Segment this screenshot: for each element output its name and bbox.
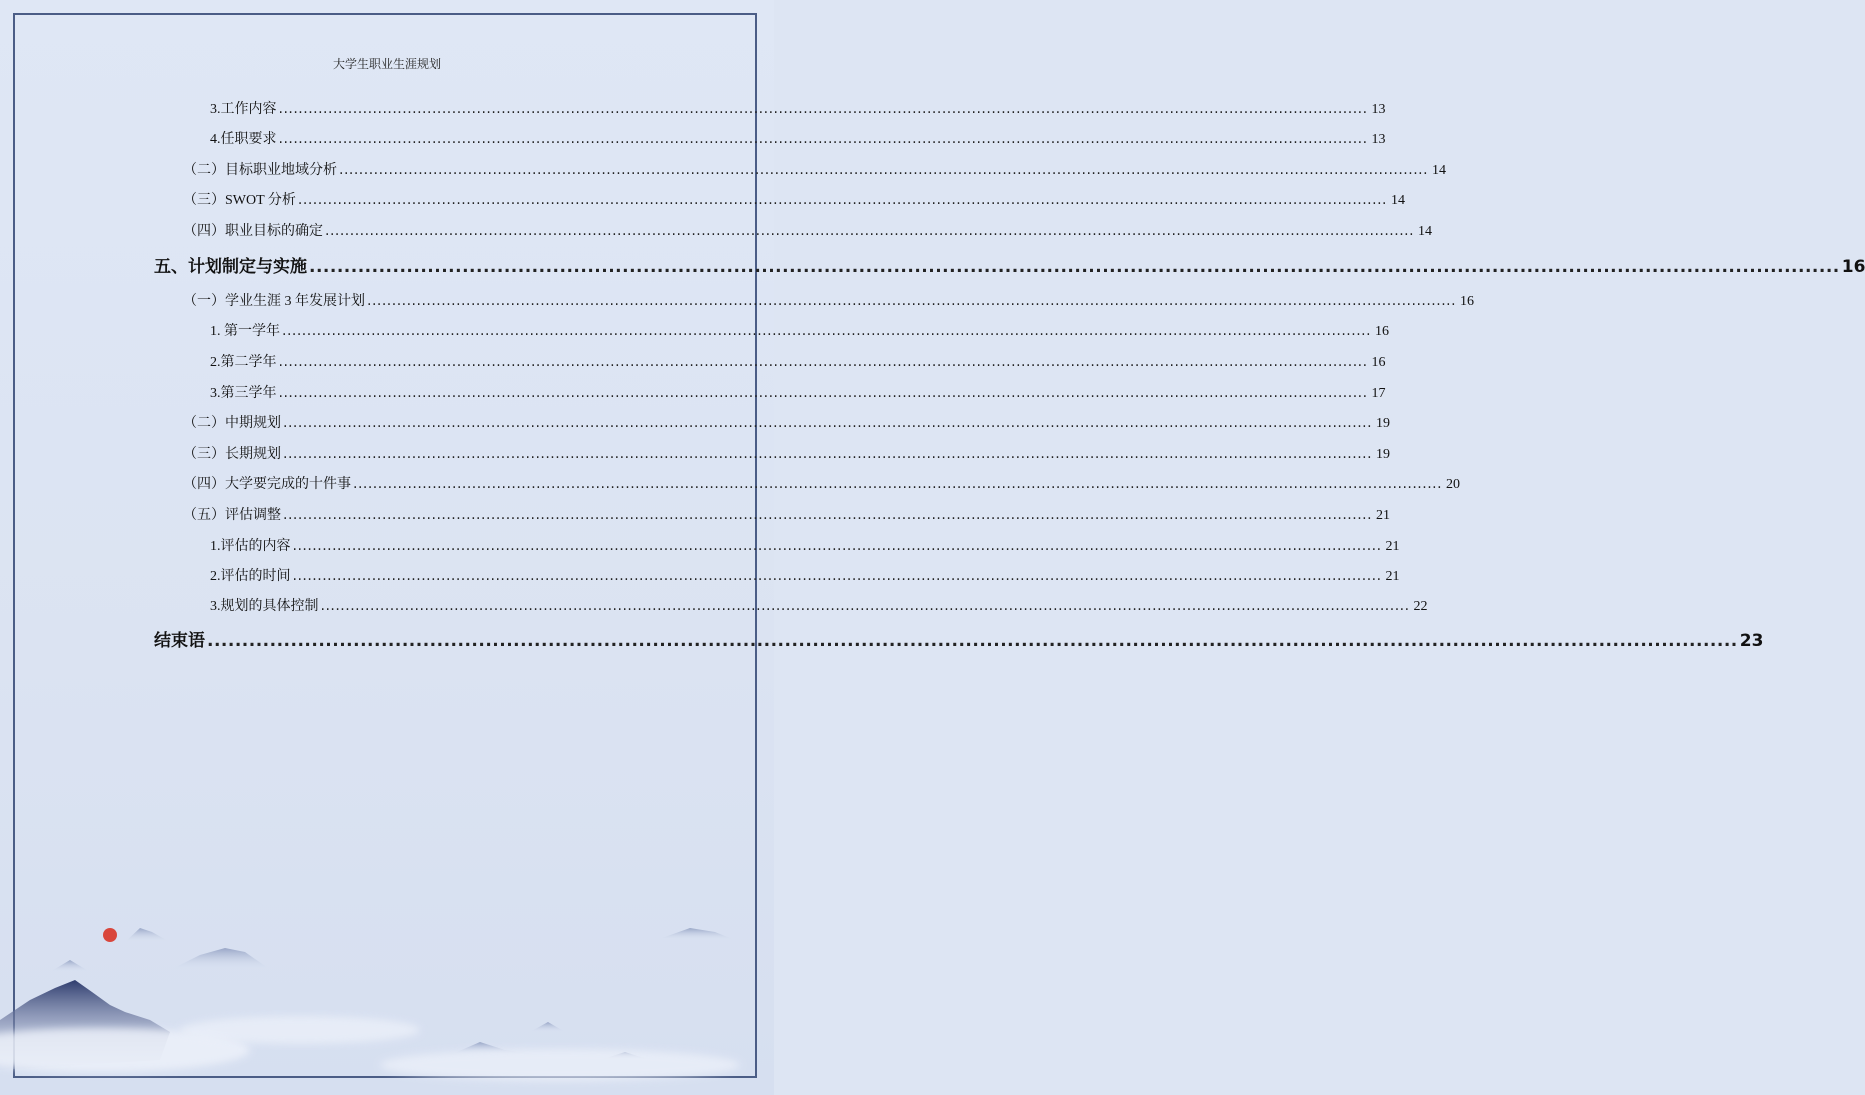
toc-label: （四）职业目标的确定 — [183, 224, 323, 239]
toc-page-number: 19 — [1376, 416, 1391, 431]
toc-page-number: 21 — [1385, 539, 1400, 554]
toc-label: 2.第二学年 — [210, 355, 277, 370]
ink-mountain-scenery — [0, 880, 774, 1095]
toc-leader-dots: ............................................................................................................................................................................................................................ — [309, 257, 1840, 277]
toc-label: （四）大学要完成的十件事 — [183, 477, 351, 492]
toc-page-number: 16 — [1841, 257, 1865, 277]
toc-leader-dots: ............................................................................................................................................................................................................................ — [367, 293, 1457, 309]
toc-page-number: 23 — [1739, 631, 1764, 651]
toc-leader-dots: ............................................................................................................................................................................................................................ — [320, 598, 1410, 614]
toc-page-number: 22 — [1413, 599, 1428, 614]
toc-page-number: 17 — [1371, 386, 1386, 401]
toc-entry[interactable] — [183, 292, 1475, 311]
toc-entry[interactable] — [210, 567, 1400, 586]
toc-entry[interactable] — [210, 322, 1390, 341]
mist-cloud — [180, 1016, 420, 1044]
toc-page-number: 16 — [1460, 294, 1475, 309]
right-top-peak — [662, 928, 735, 940]
toc-leader-dots: ............................................................................................................................................................................................................................ — [292, 568, 1382, 584]
page-header: 大学生职业生涯规划 — [332, 57, 441, 71]
toc-leader-dots: ............................................................................................................................................................................................................................ — [278, 385, 1368, 401]
toc-entry[interactable] — [210, 353, 1386, 372]
mist-cloud — [380, 1049, 740, 1081]
toc-leader-dots: ............................................................................................................................................................................................................................ — [278, 101, 1368, 117]
toc-page-number: 14 — [1390, 193, 1405, 208]
toc-label: 1. 第一学年 — [210, 324, 280, 339]
toc-leader-dots: ............................................................................................................................................................................................................................ — [278, 131, 1368, 147]
toc-entry-chapter[interactable] — [154, 630, 1764, 652]
toc-leader-dots: ............................................................................................................................................................................................................................ — [297, 192, 1387, 208]
toc-label: （二）目标职业地域分析 — [183, 163, 337, 178]
toc-label: 五、计划制定与实施 — [154, 257, 307, 277]
toc-label: （三）长期规划 — [183, 447, 281, 462]
toc-page-number: 13 — [1371, 132, 1386, 147]
toc-label: 结束语 — [154, 631, 205, 651]
toc-page-number: 14 — [1418, 224, 1433, 239]
toc-label: 3.工作内容 — [210, 102, 277, 117]
toc-leader-dots: ............................................................................................................................................................................................................................ — [283, 446, 1373, 462]
red-sun — [103, 928, 117, 942]
toc-entry[interactable] — [183, 222, 1433, 241]
toc-label: 4.任职要求 — [210, 132, 277, 147]
toc-label: 2.评估的时间 — [210, 569, 291, 584]
toc-leader-dots: ............................................................................................................................................................................................................................ — [207, 631, 1738, 651]
toc-entry[interactable] — [210, 384, 1386, 403]
toc-leader-dots: ............................................................................................................................................................................................................................ — [282, 323, 1372, 339]
toc-label: （一）学业生涯 3 年发展计划 — [183, 294, 365, 309]
toc-label: （二）中期规划 — [183, 416, 281, 431]
toc-entry[interactable] — [183, 475, 1461, 494]
toc-entry[interactable] — [183, 506, 1391, 525]
toc-leader-dots: ............................................................................................................................................................................................................................ — [292, 538, 1382, 554]
toc-leader-dots: ............................................................................................................................................................................................................................ — [278, 354, 1368, 370]
toc-entry[interactable] — [210, 100, 1386, 119]
toc-label: （三）SWOT 分析 — [183, 193, 296, 208]
toc-leader-dots: ............................................................................................................................................................................................................................ — [283, 507, 1373, 523]
toc-entry[interactable] — [183, 191, 1405, 210]
toc-page-number: 21 — [1385, 569, 1400, 584]
mid-peak — [170, 948, 268, 970]
toc-page-number: 21 — [1376, 508, 1391, 523]
toc-label: （五）评估调整 — [183, 508, 281, 523]
right-far-peak — [530, 1022, 565, 1032]
toc-entry[interactable] — [210, 597, 1428, 616]
toc-leader-dots: ............................................................................................................................................................................................................................ — [325, 223, 1415, 239]
toc-entry[interactable] — [210, 537, 1400, 556]
toc-entry[interactable] — [183, 414, 1391, 433]
toc-leader-dots: ............................................................................................................................................................................................................................ — [339, 162, 1429, 178]
toc-label: 3.第三学年 — [210, 386, 277, 401]
toc-page-number: 14 — [1432, 163, 1447, 178]
toc-page-number: 16 — [1375, 324, 1390, 339]
toc-page-number: 19 — [1376, 447, 1391, 462]
toc-label: 1.评估的内容 — [210, 539, 291, 554]
toc-page-number: 13 — [1371, 102, 1386, 117]
toc-label: 3.规划的具体控制 — [210, 599, 319, 614]
toc-page-number: 16 — [1371, 355, 1386, 370]
small-peak — [50, 960, 90, 972]
toc-entry[interactable] — [183, 445, 1391, 464]
toc-leader-dots: ............................................................................................................................................................................................................................ — [283, 415, 1373, 431]
distant-peak — [125, 928, 170, 942]
toc-page-number: 20 — [1446, 477, 1461, 492]
toc-entry-chapter[interactable] — [154, 256, 1865, 278]
toc-entry[interactable] — [210, 130, 1386, 149]
toc-entry[interactable] — [183, 161, 1447, 180]
toc-leader-dots: ............................................................................................................................................................................................................................ — [353, 476, 1443, 492]
